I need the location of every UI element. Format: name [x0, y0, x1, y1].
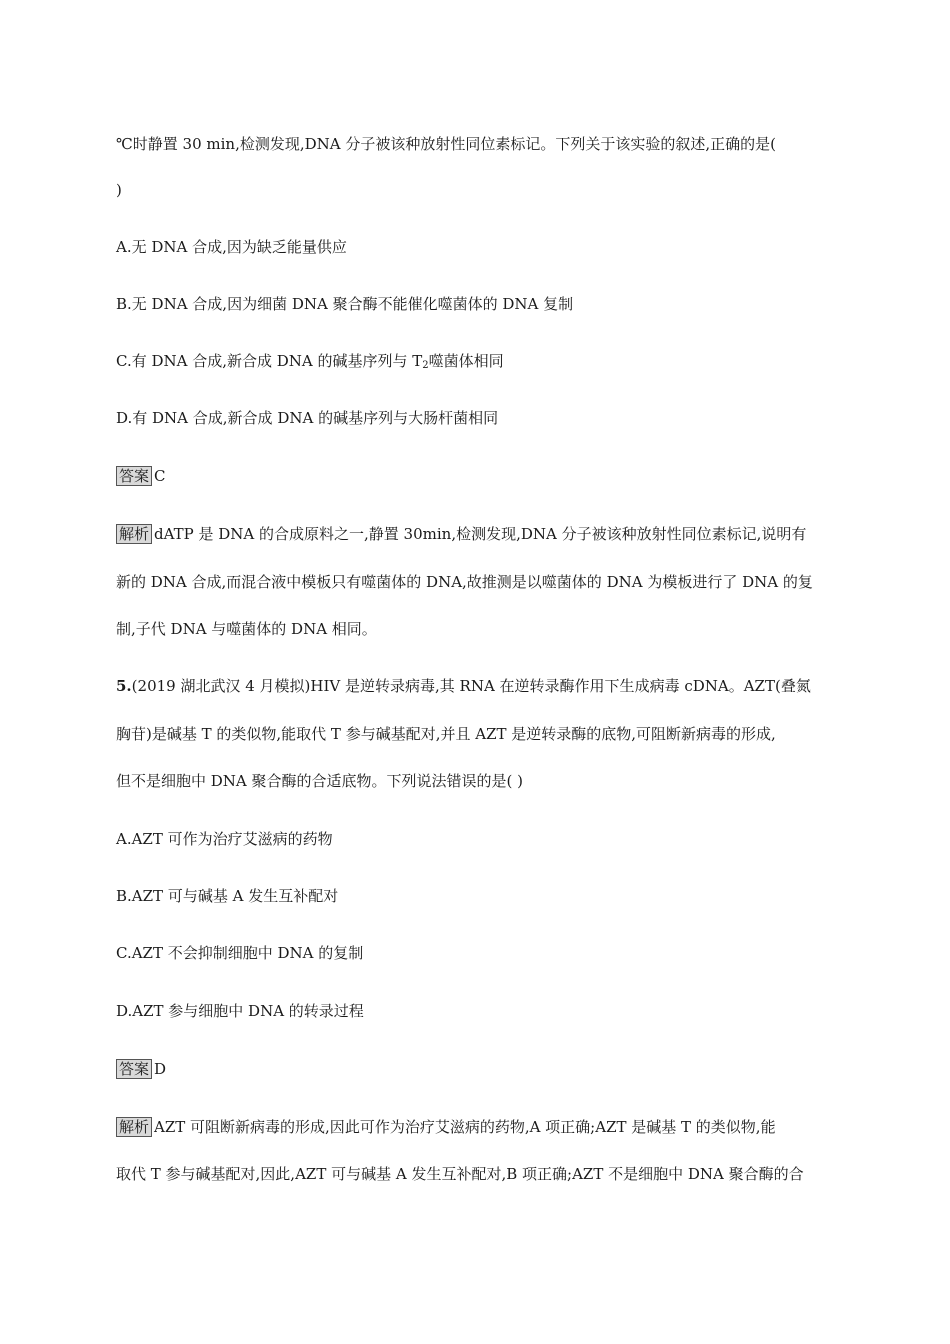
q4-option-c-subscript: 2 — [422, 360, 429, 371]
q4-option-a: A.无 DNA 合成,因为缺乏能量供应 — [116, 238, 347, 256]
answer-tag: 答案 — [116, 1059, 152, 1079]
q4-answer-value: C — [154, 467, 166, 485]
q4-stem-line-1: ℃时静置 30 min,检测发现,DNA 分子被该种放射性同位素标记。下列关于该实验的叙述,正确的是( — [116, 135, 776, 153]
q5-number: 5. — [116, 677, 132, 695]
q4-analysis-line-3: 制,子代 DNA 与噬菌体的 DNA 相同。 — [116, 620, 377, 638]
analysis-tag: 解析 — [116, 524, 152, 544]
q5-option-c: C.AZT 不会抑制细胞中 DNA 的复制 — [116, 944, 364, 962]
q5-stem-line-1 — [116, 676, 811, 696]
q5-stem-text-1: (2019 湖北武汉 4 月模拟)HIV 是逆转录病毒,其 RNA 在逆转录酶作用下生成病毒 cDNA。AZT(叠氮 — [131, 677, 811, 695]
q4-analysis-line-2: 新的 DNA 合成,而混合液中模板只有噬菌体的 DNA,故推测是以噬菌体的 DNA 为模板进行了 DNA 的复 — [116, 573, 813, 591]
q5-analysis-line-2: 取代 T 参与碱基配对,因此,AZT 可与碱基 A 发生互补配对,B 项正确;AZT 不是细胞中 DNA 聚合酶的合 — [116, 1165, 804, 1183]
q4-option-d: D.有 DNA 合成,新合成 DNA 的碱基序列与大肠杆菌相同 — [116, 409, 499, 427]
q5-option-b: B.AZT 可与碱基 A 发生互补配对 — [116, 887, 339, 905]
q5-answer-value: D — [154, 1060, 167, 1078]
q5-stem-line-3: 但不是细胞中 DNA 聚合酶的合适底物。下列说法错误的是( ) — [116, 772, 523, 790]
q4-analysis-text-1: dATP 是 DNA 的合成原料之一,静置 30min,检测发现,DNA 分子被该种放射性同位素标记,说明有 — [154, 525, 807, 543]
q4-option-c — [116, 351, 504, 376]
q5-answer — [116, 1059, 166, 1079]
analysis-tag: 解析 — [116, 1117, 152, 1137]
q4-answer — [116, 466, 166, 486]
q5-option-d: D.AZT 参与细胞中 DNA 的转录过程 — [116, 1002, 364, 1020]
q5-stem-line-2: 胸苷)是碱基 T 的类似物,能取代 T 参与碱基配对,并且 AZT 是逆转录酶的底物,可阻断新病毒的形成, — [116, 725, 776, 743]
q4-stem-line-2: ) — [116, 181, 122, 199]
answer-tag: 答案 — [116, 466, 152, 486]
q4-analysis-line-1 — [116, 524, 806, 544]
q5-analysis-text-1: AZT 可阻断新病毒的形成,因此可作为治疗艾滋病的药物,A 项正确;AZT 是碱基 T 的类似物,能 — [154, 1118, 776, 1136]
q4-option-b: B.无 DNA 合成,因为细菌 DNA 聚合酶不能催化噬菌体的 DNA 复制 — [116, 295, 574, 313]
q5-option-a: A.AZT 可作为治疗艾滋病的药物 — [116, 830, 333, 848]
q5-analysis-line-1 — [116, 1117, 776, 1137]
q4-option-c-text-end: 噬菌体相同 — [428, 352, 504, 370]
q4-option-c-text: C.有 DNA 合成,新合成 DNA 的碱基序列与 T — [116, 352, 423, 370]
